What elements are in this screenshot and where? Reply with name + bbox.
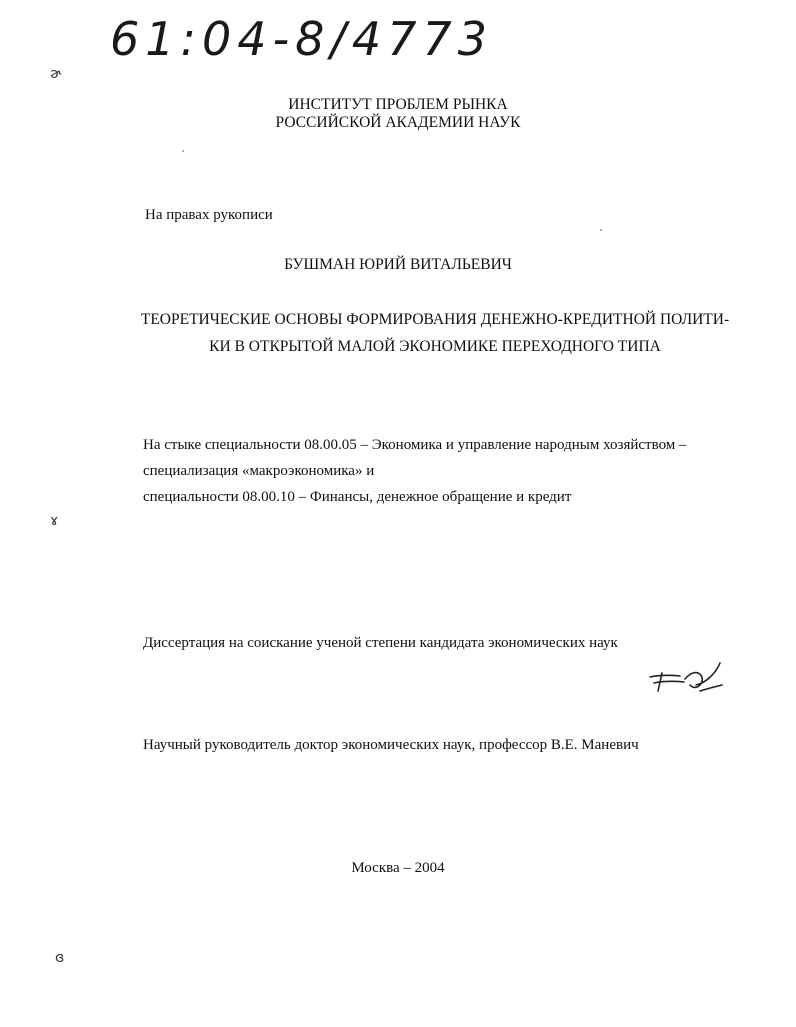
specialty-line-1: На стыке специальности 08.00.05 – Экономика и управление народным хозяйством – xyxy=(143,437,687,453)
scan-mark-icon: ɤ xyxy=(50,513,59,529)
title-line-1: ТЕОРЕТИЧЕСКИЕ ОСНОВЫ ФОРМИРОВАНИЯ ДЕНЕЖНО-КРЕДИТНОЙ ПОЛИТИ- xyxy=(140,311,730,328)
institution-block xyxy=(0,96,796,132)
dissertation-note: Диссертация на соискание ученой степени кандидата экономических наук xyxy=(143,635,618,651)
specialty-block xyxy=(143,432,743,510)
scan-speck xyxy=(600,229,602,231)
author-name: БУШМАН ЮРИЙ ВИТАЛЬЕВИЧ xyxy=(284,256,512,273)
manuscript-note: На правах рукописи xyxy=(145,207,273,223)
institution-line-1: ИНСТИТУТ ПРОБЛЕМ РЫНКА xyxy=(288,96,508,113)
city-year: Москва – 2004 xyxy=(351,860,445,876)
scan-speck xyxy=(182,150,184,152)
specialty-line-3: специальности 08.00.10 – Финансы, денежное обращение и кредит xyxy=(143,489,572,505)
signature-icon xyxy=(640,655,730,700)
scan-mark-icon: ɚ xyxy=(50,66,62,82)
dissertation-title xyxy=(140,306,730,360)
specialty-line-2: специализация «макроэкономика» и xyxy=(143,463,375,479)
handwritten-archive-code: 61:04-8/4773 xyxy=(110,12,493,66)
title-line-2: КИ В ОТКРЫТОЙ МАЛОЙ ЭКОНОМИКЕ ПЕРЕХОДНОГО ТИПА xyxy=(209,338,661,355)
scientific-advisor: Научный руководитель доктор экономических наук, профессор В.Е. Маневич xyxy=(143,737,639,753)
scan-mark-icon: ɞ xyxy=(55,950,65,966)
institution-line-2: РОССИЙСКОЙ АКАДЕМИИ НАУК xyxy=(275,114,521,131)
